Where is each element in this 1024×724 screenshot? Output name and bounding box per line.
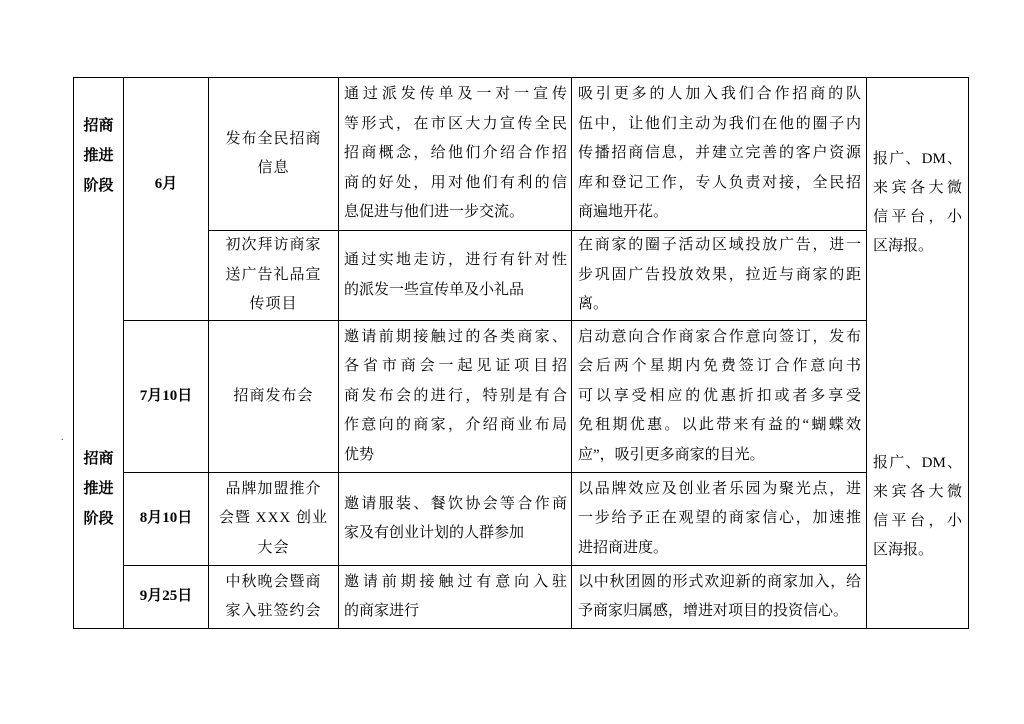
purpose-cell (572, 78, 867, 231)
schedule-table (73, 77, 969, 629)
method-line: 招商概念，给他们介绍合作招 (344, 145, 567, 162)
media-label (873, 449, 962, 565)
method-line: 邀请前期接触过的各类商家、 (344, 328, 567, 345)
activity-line: 招商发布会 (233, 387, 314, 404)
purpose-line: 予商家归属感，增进对项目的投资信心。 (578, 603, 849, 619)
method-line: 作意向的商家，介绍商业布局 (344, 417, 567, 434)
purpose-line: 以中秋团圆的形式欢迎新的商家加入，给 (578, 573, 861, 590)
purpose-line: 库和登记工作，专人负责对接，全民招 (578, 174, 861, 191)
purpose-line: 步巩固广告投放效果，拉近与商家的距 (578, 266, 861, 283)
date-label: 7月10日 (139, 387, 193, 404)
purpose-line: 伍中，让他们主动为我们在他的圈子内 (578, 115, 861, 132)
method-line: 商的好处，用对他们有利的信 (344, 174, 567, 191)
stage-label-line: 推进 (83, 481, 114, 497)
date-cell-september-25 (124, 566, 209, 629)
method-line: 优势 (344, 446, 375, 463)
method-line: 通过派发传单及一对一宣传 (344, 86, 567, 103)
stage-cell (74, 78, 124, 629)
activity-cell (209, 566, 339, 629)
method-cell (339, 566, 572, 629)
method-line: 各省市商会一起见证项目招 (344, 358, 567, 375)
purpose-line: 可以享受相应的优惠折扣或者多享受 (578, 387, 861, 404)
purpose-line: 启动意向合作商家合作意向签订，发布 (578, 328, 861, 345)
activity-line: 家入驻签约会 (225, 603, 322, 619)
purpose-line: 免租期优惠。以此带来有益的“蝴蝶效 (578, 417, 861, 434)
media-line: 信平台，小 (873, 209, 962, 225)
date-cell-july-10 (124, 321, 209, 473)
purpose-line: 一步给予正在观望的商家信心，加速推 (578, 510, 861, 527)
stage-label-line: 招商 (83, 451, 114, 467)
activity-line: 信息 (257, 160, 290, 176)
stage-label (74, 444, 123, 534)
method-cell (339, 78, 572, 231)
purpose-line: 离。 (578, 296, 609, 313)
purpose-cell (572, 566, 867, 629)
purpose-line: 进招商进度。 (578, 539, 669, 556)
method-cell (339, 473, 572, 566)
purpose-cell (572, 231, 867, 321)
media-line: 区海报。 (873, 542, 934, 558)
method-line: 邀请前期接触过有意向入驻 (344, 573, 567, 590)
media-line: 来宾各大微 (873, 484, 962, 500)
method-line: 的派发一些宣传单及小礼品 (344, 281, 525, 298)
stage-label-line: 阶段 (83, 511, 114, 527)
media-line: 来宾各大微 (873, 180, 962, 196)
activity-cell (209, 321, 339, 473)
date-cell-august-10 (124, 473, 209, 566)
activity-line: 会暨 XXX 创业 (219, 510, 328, 527)
date-label: 9月25日 (139, 588, 193, 605)
date-label: 6月 (154, 176, 178, 193)
method-line: 家及有创业计划的人群参加 (344, 525, 525, 541)
activity-line: 大会 (257, 539, 290, 556)
stage-label-line: 招商 (83, 118, 114, 134)
date-label: 8月10日 (139, 510, 193, 527)
activity-line: 发布全民招商 (225, 130, 322, 147)
method-cell (339, 231, 572, 321)
media-line: 报广、DM、 (873, 455, 962, 471)
media-cell (867, 78, 969, 629)
stage-label (74, 111, 123, 201)
method-line: 息促进与他们进一步交流。 (344, 204, 525, 221)
purpose-line: 以品牌效应及创业者乐园为聚光点，进 (578, 480, 861, 497)
activity-cell (209, 473, 339, 566)
media-line: 信平台，小 (873, 513, 962, 529)
media-label (873, 145, 962, 261)
method-line: 等形式，在市区大力宣传全民 (344, 115, 567, 132)
media-line: 报广、DM、 (873, 151, 962, 167)
activity-line: 初次拜访商家 (225, 237, 322, 254)
stage-label-line: 阶段 (83, 178, 114, 194)
method-line: 商发布会的进行，特别是有合 (344, 387, 567, 404)
media-line: 区海报。 (873, 238, 934, 254)
purpose-line: 会后两个星期内免费签订合作意向书 (578, 358, 861, 375)
purpose-line: 在商家的圈子活动区域投放广告，进一 (578, 237, 861, 254)
purpose-line: 吸引更多的人加入我们合作招商的队 (578, 86, 861, 103)
activity-line: 中秋晚会暨商 (225, 573, 322, 590)
activity-line: 品牌加盟推介 (225, 480, 322, 497)
purpose-line: 应”，吸引更多商家的目光。 (578, 446, 765, 463)
method-cell (339, 321, 572, 473)
method-line: 通过实地走访，进行有针对性 (344, 252, 567, 268)
date-cell-june (124, 78, 209, 321)
method-line: 的商家进行 (344, 603, 420, 619)
method-line: 邀请服装、餐饮协会等合作商 (344, 495, 567, 512)
stray-mark: . (61, 432, 64, 443)
purpose-cell (572, 321, 867, 473)
activity-line: 传项目 (249, 296, 298, 313)
purpose-cell (572, 473, 867, 566)
purpose-line: 传播招商信息，并建立完善的客户资源 (578, 145, 861, 162)
activity-line: 送广告礼品宣 (225, 266, 322, 283)
purpose-line: 商遍地开花。 (578, 204, 669, 221)
activity-cell (209, 78, 339, 231)
stage-label-line: 推进 (83, 148, 114, 164)
activity-cell (209, 231, 339, 321)
